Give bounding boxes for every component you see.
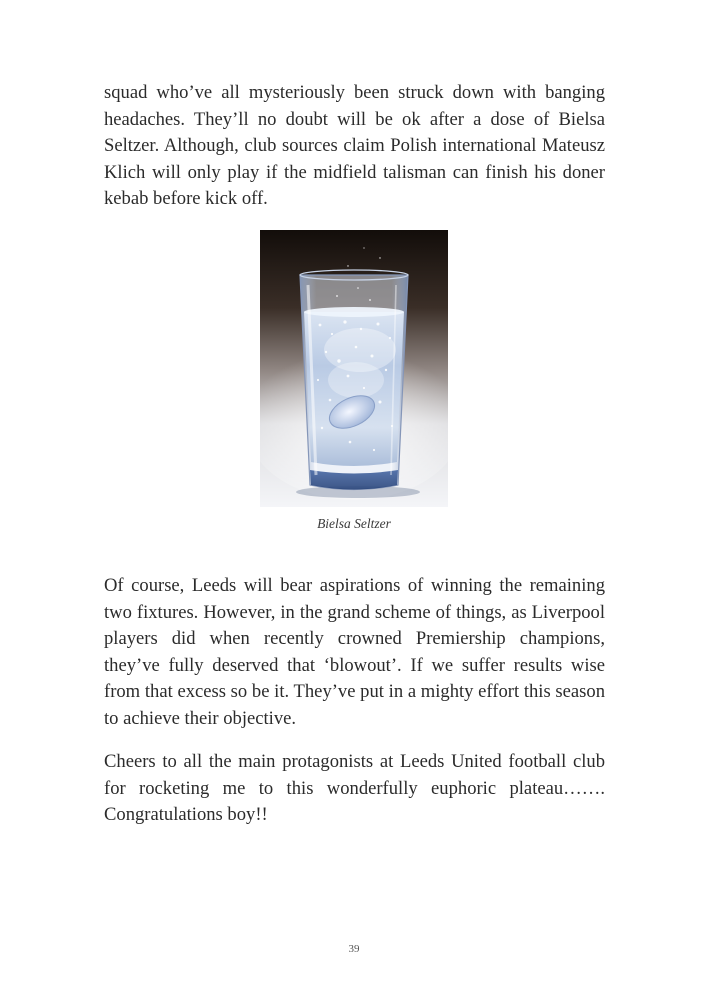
- figure-caption: Bielsa Seltzer: [317, 516, 391, 531]
- page-number: 39: [348, 943, 360, 955]
- figure-photo-effervescent-glass: [260, 230, 448, 507]
- effervescent-tablet-glass-photo: [260, 230, 448, 507]
- body-paragraph-1: squad who’ve all mysteriously been struck down with banging headaches. They’ll no doubt will be ok after a dose of Bielsa Seltzer. Although, club sources claim Polish international Mateusz Klich will only play if the midfield talisman can finish his doner kebab before kick off.: [104, 82, 605, 210]
- body-paragraph-2: Of course, Leeds will bear aspirations of winning the remaining two fixtures. However, in the grand scheme of things, as Liverpool players did when recently crowned Premiership champions, they’ve fully deserved that ‘blowout’. If we suffer results wise from that excess so be it. They’ve put in a mighty effort this season to achieve their objective.: [104, 575, 605, 729]
- body-paragraph-3: Cheers to all the main protagonists at Leeds United football club for rocketing me to this wonderfully euphoric plateau……. Congratulations boy!!: [104, 751, 605, 826]
